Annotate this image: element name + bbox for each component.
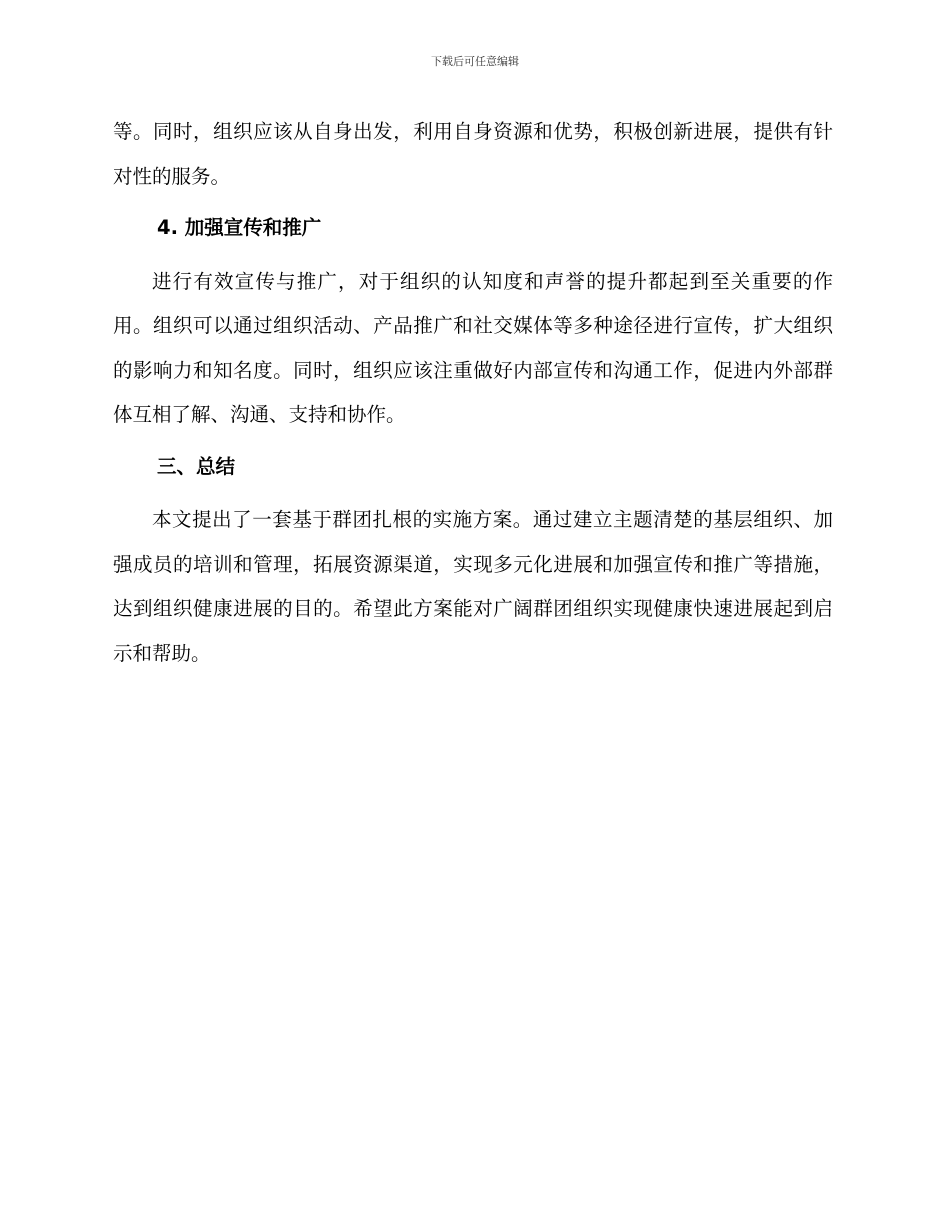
section-heading-summary: 三、总结 [157, 454, 236, 478]
document-body [113, 110, 833, 676]
paragraph-promotion: 进行有效宣传与推广，对于组织的认知度和声誉的提升都起到至关重要的作用。组织可以通过组织活动、产品推广和社交媒体等多种途径进行宣传，扩大组织的影响力和知名度。同时，组织应该注重做好内部宣传和沟通工作，促进内外部群体互相了解、沟通、支持和协作。 [113, 269, 833, 426]
section-heading-promotion: 4. 加强宣传和推广 [157, 216, 322, 239]
paragraph-continuation: 等。同时，组织应该从自身出发，利用自身资源和优势，积极创新进展，提供有针对性的服务。 [113, 120, 833, 188]
paragraph-summary: 本文提出了一套基于群团扎根的实施方案。通过建立主题清楚的基层组织、加强成员的培训和管理，拓展资源渠道，实现多元化进展和加强宣传和推广等措施，达到组织健康进展的目的。希望此方案能对广阔群团组织实现健康快速进展起到启示和帮助。 [113, 508, 833, 665]
page-header: 下载后可任意编辑 [431, 55, 519, 68]
